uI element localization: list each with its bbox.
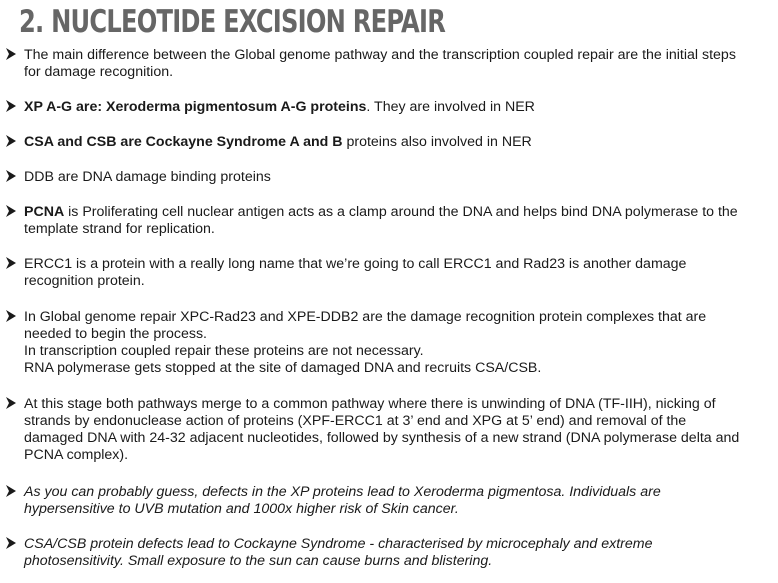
bold-term: XP A-G are: Xeroderma pigmentosum A-G proteins <box>24 99 367 115</box>
bullet-rest: proteins also involved in NER <box>342 134 532 150</box>
bullet-text <box>24 99 772 116</box>
bullet-line: ERCC1 is a protein with a really long name that we’re going to call ERCC1 and Rad23 is another damage <box>24 256 687 272</box>
bullet-line: needed to begin the process. <box>24 326 207 342</box>
arrow-bullet-icon <box>6 257 16 269</box>
arrow-bullet-icon <box>6 170 16 182</box>
bullet-line: PCNA complex). <box>24 447 129 463</box>
bullet-text <box>24 256 772 290</box>
arrow-bullet-icon <box>6 485 16 497</box>
bullet-rest: . They are involved in NER <box>366 99 535 115</box>
bullet-line: strands by endonuclease action of proteins (XPF-ERCC1 at 3’ end and XPG at 5’ end) and removal of the <box>24 413 687 429</box>
bullet-line: The main difference between the Global genome pathway and the transcription coupled repair are the initial steps <box>24 47 736 63</box>
bullet-line: In Global genome repair XPC-Rad23 and XPE-DDB2 are the damage recognition protein complexes that are <box>24 309 707 325</box>
bullet-text <box>24 484 772 518</box>
bullet-line: template strand for replication. <box>24 221 215 237</box>
bullet-text <box>24 396 772 464</box>
arrow-bullet-icon <box>6 205 16 217</box>
arrow-bullet-icon <box>6 397 16 409</box>
bullet-text <box>24 169 772 186</box>
bullet-line: In transcription coupled repair these proteins are not necessary. <box>24 343 424 359</box>
bullet-line: damaged DNA with 24-32 adjacent nucleotides, followed by synthesis of a new strand (DNA polymerase delta and <box>24 430 740 446</box>
bullet-line: At this stage both pathways merge to a common pathway where there is unwinding of DNA (TF-IIH), nicking of <box>24 396 716 412</box>
arrow-bullet-icon <box>6 48 16 60</box>
arrow-bullet-icon <box>6 100 16 112</box>
bullet-line: As you can probably guess, defects in the XP proteins lead to Xeroderma pigmentosa. Individuals are <box>24 484 661 500</box>
bullet-line: for damage recognition. <box>24 64 174 80</box>
bold-term: CSA and CSB are Cockayne Syndrome A and B <box>24 134 343 150</box>
bullet-line: CSA/CSB protein defects lead to Cockayne Syndrome - characterised by microcephaly and extreme <box>24 536 653 552</box>
bullet-text <box>24 309 772 377</box>
bullet-text <box>24 47 772 81</box>
bullet-line: hypersensitive to UVB mutation and 1000x higher risk of Skin cancer. <box>24 501 459 517</box>
arrow-bullet-icon <box>6 310 16 322</box>
arrow-bullet-icon <box>6 135 16 147</box>
bullet-line: recognition protein. <box>24 273 145 289</box>
bullet-text <box>24 134 772 151</box>
bullet-text <box>24 204 772 238</box>
page-title: 2. NUCLEOTIDE EXCISION REPAIR <box>19 4 446 40</box>
bullet-rest: is Proliferating cell nuclear antigen acts as a clamp around the DNA and helps bind DNA polymerase to the <box>64 204 738 220</box>
bullet-line: DDB are DNA damage binding proteins <box>24 169 271 185</box>
arrow-bullet-icon <box>6 537 16 549</box>
bullet-text <box>24 536 772 570</box>
bold-term: PCNA <box>24 204 65 220</box>
bullet-line: RNA polymerase gets stopped at the site of damaged DNA and recruits CSA/CSB. <box>24 360 542 376</box>
bullet-line: photosensitivity. Small exposure to the sun can cause burns and blistering. <box>24 553 493 569</box>
